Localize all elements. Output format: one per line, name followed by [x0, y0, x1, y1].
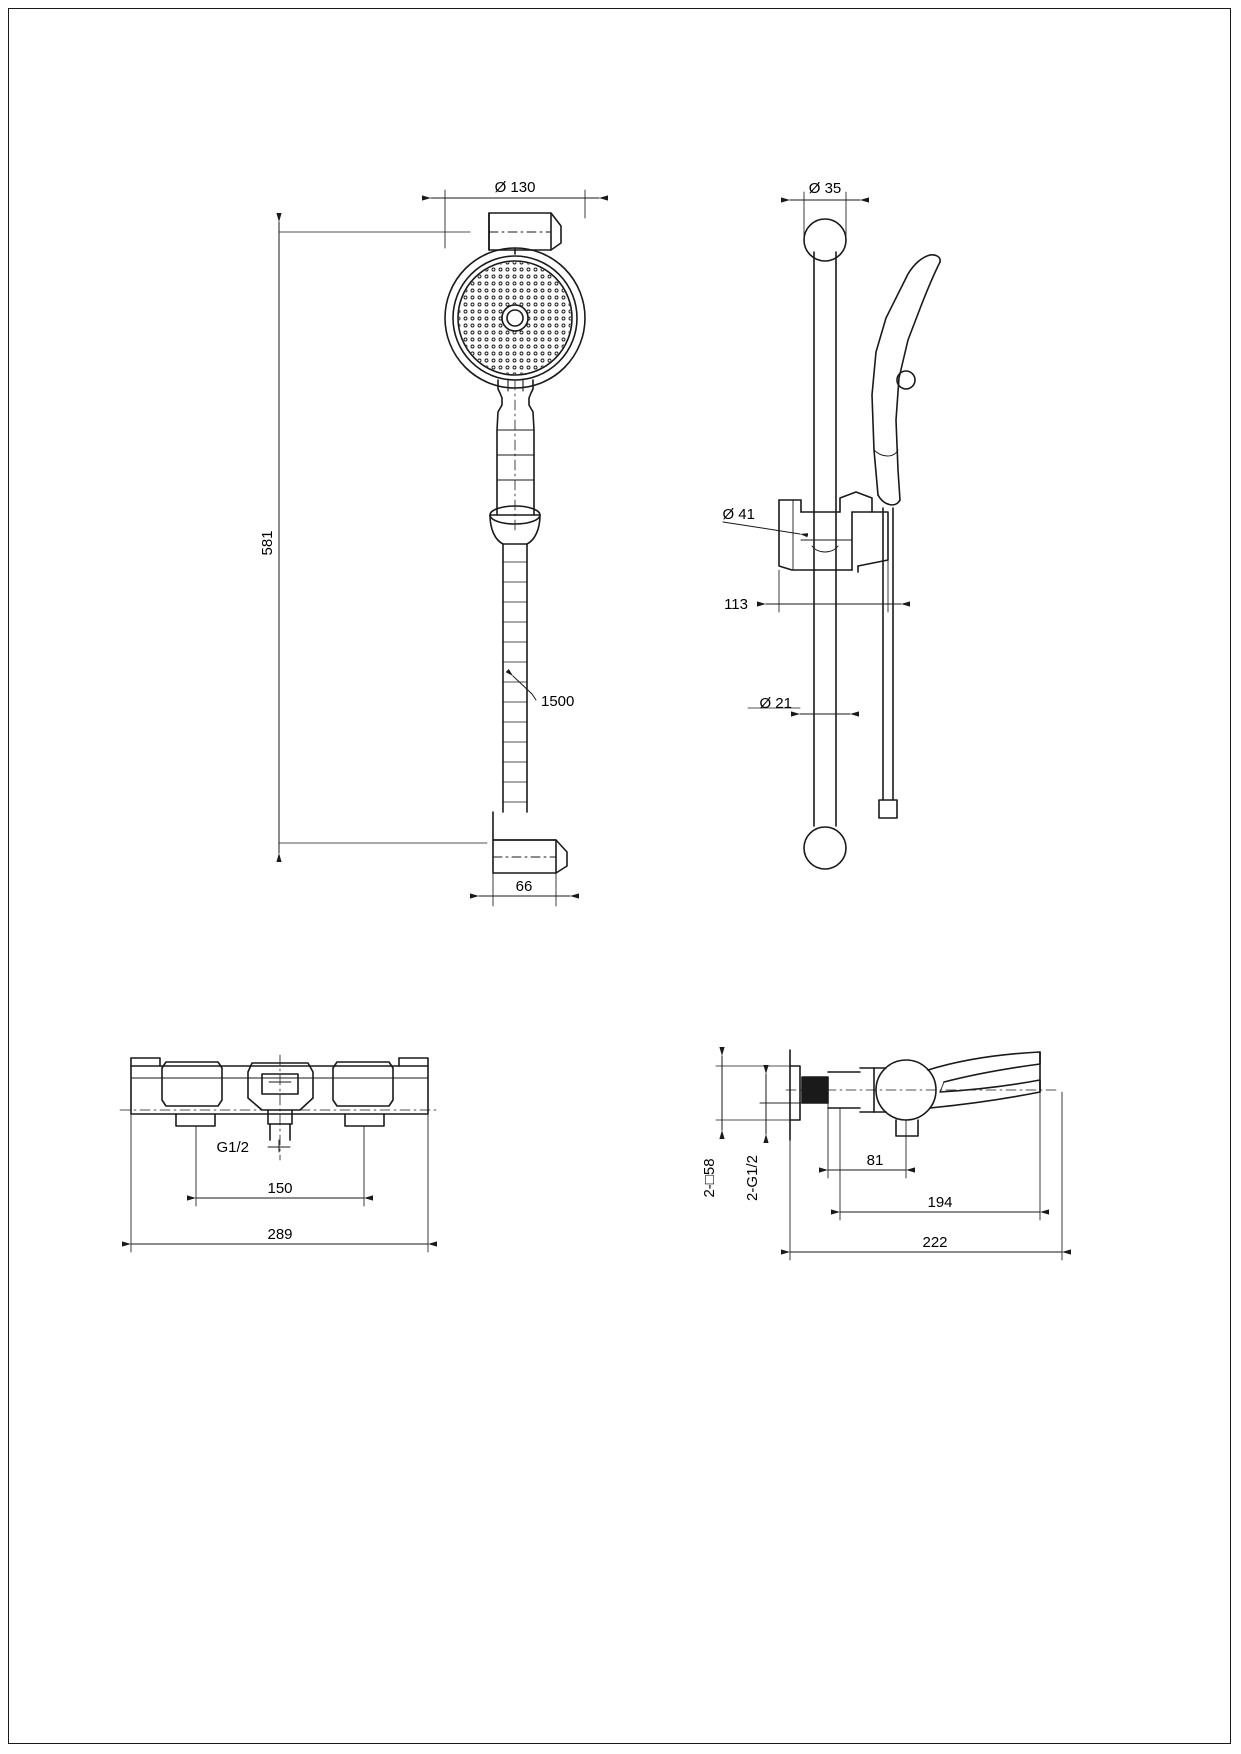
- dim-body-projection: 81: [866, 1152, 884, 1169]
- dim-mixer-inlet-thread: G1/2: [216, 1139, 249, 1156]
- dim-inlet-centres: 150: [267, 1180, 293, 1197]
- dim-wall-plate: 2-□58: [701, 1158, 718, 1198]
- dim-hose-length: 1500: [541, 693, 575, 710]
- dim-rail-bracket-diameter: Ø 35: [808, 180, 842, 197]
- dim-spout-projection-inner: 194: [927, 1194, 953, 1211]
- dim-holder-projection: 113: [724, 596, 748, 613]
- dim-bracket-depth: 66: [515, 878, 533, 895]
- dim-mixer-width: 289: [267, 1226, 293, 1243]
- dim-spout-projection-total: 222: [922, 1234, 948, 1251]
- dim-rail-tube-diameter: Ø 21: [759, 695, 792, 712]
- dim-holder-diameter: Ø 41: [722, 506, 755, 523]
- dim-overall-height: 581: [259, 530, 276, 556]
- dim-head-diameter: Ø 130: [494, 179, 536, 196]
- dim-side-inlet-thread: 2-G1/2: [744, 1155, 761, 1201]
